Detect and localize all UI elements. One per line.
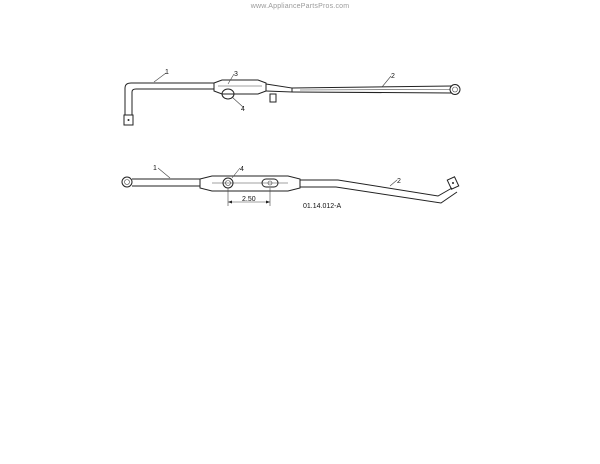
top-rod-part-1	[124, 83, 214, 125]
callout-bottom-rod: 1	[153, 165, 157, 172]
dimension-label: 2.50	[242, 196, 256, 203]
top-assembly	[124, 69, 460, 125]
bottom-assembly	[122, 165, 459, 206]
top-link-part-2	[292, 85, 460, 95]
drawing-number: 01.14.012-A	[303, 203, 342, 210]
callout-top-link: 2	[391, 73, 395, 80]
callout-top-rod: 1	[165, 69, 169, 76]
callout-bottom-link: 2	[397, 178, 401, 185]
bottom-link-part-2	[300, 177, 459, 203]
callout-top-bushing: 4	[241, 106, 245, 113]
watermark: www.AppliancePartsPros.com	[250, 3, 350, 10]
top-connector-hub	[214, 80, 292, 102]
bottom-rod-part-1	[122, 177, 200, 187]
callout-top-clip: 3	[234, 71, 238, 78]
bottom-connector-sleeve	[200, 176, 300, 191]
callout-bottom-bushing: 4	[240, 166, 244, 173]
